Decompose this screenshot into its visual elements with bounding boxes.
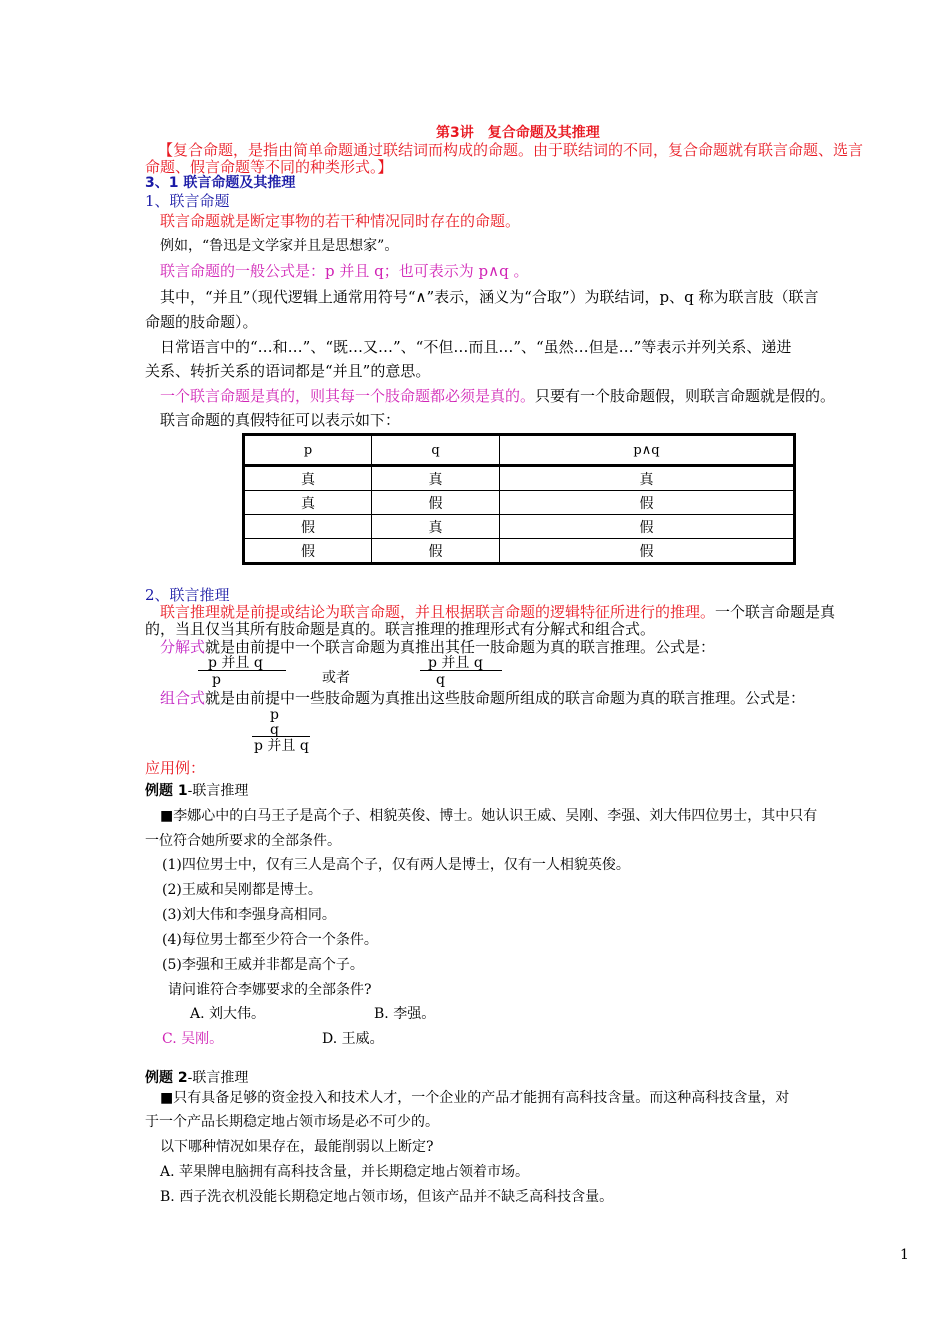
header-p: p bbox=[244, 435, 372, 466]
formula2-premise: p 并且 q bbox=[428, 655, 483, 671]
table-intro: 联言命题的真假特征可以表示如下： bbox=[160, 411, 401, 429]
inference-definition bbox=[160, 603, 835, 621]
example1-condition-5: (5)李强和王威并非都是高个子。 bbox=[162, 957, 364, 973]
table-row bbox=[244, 539, 795, 564]
example1-ask: 请问谁符合李娜要求的全部条件? bbox=[168, 982, 372, 998]
example2-title-sub: -联言推理 bbox=[187, 1070, 249, 1086]
truth-rule-red: 一个联言命题是真的，则其每一个肢命题都必须是真的。 bbox=[160, 387, 536, 405]
formula1-conclusion: p bbox=[212, 672, 221, 688]
formula-text: 联言命题的一般公式是：p 并且 q；也可表示为 p∧q 。 bbox=[160, 262, 529, 280]
example1-option-a: A. 刘大伟。 bbox=[190, 1006, 266, 1022]
example1-question-1: ■李娜心中的白马王子是高个子、相貌英俊、博士。她认识王威、吴刚、李强、刘大伟四位男士，其中只有 bbox=[160, 808, 818, 824]
formula3-q: q bbox=[270, 722, 279, 738]
paragraph-richang-1: 日常语言中的“…和…”、“既…又…”、“不但…而且…”、“虽然…但是…”等表示并列关系、递进 bbox=[160, 338, 792, 356]
truth-table-header bbox=[244, 435, 795, 466]
example2-ask: 以下哪种情况如果存在，最能削弱以上断定? bbox=[160, 1139, 434, 1155]
combination-label: 组合式 bbox=[160, 689, 206, 707]
formula2-rule bbox=[420, 670, 502, 671]
example1-condition-1: (1)四位男士中，仅有三人是高个子，仅有两人是博士，仅有一人相貌英俊。 bbox=[162, 857, 630, 873]
inference-definition-red: 联言推理就是前提或结论为联言命题，并且根据联言命题的逻辑特征所进行的推理。 bbox=[160, 603, 716, 621]
example1-option-c: C. 吴刚。 bbox=[162, 1031, 224, 1047]
example1-option-d: D. 王威。 bbox=[322, 1031, 384, 1047]
example2-option-a: A. 苹果牌电脑拥有高科技含量，并长期稳定地占领着市场。 bbox=[160, 1164, 530, 1180]
table-cell: 真 bbox=[244, 491, 372, 515]
formula3-rule bbox=[252, 736, 310, 737]
example1-condition-2: (2)王威和吴刚都是博士。 bbox=[162, 882, 322, 898]
page-title: 第3讲 复合命题及其推理 bbox=[436, 125, 600, 141]
table-row bbox=[244, 491, 795, 515]
example2-title-bold: 例题 2 bbox=[145, 1070, 188, 1086]
example1-option-b: B. 李强。 bbox=[374, 1006, 436, 1022]
paragraph-qizhong-2: 命题的肢命题）。 bbox=[145, 313, 258, 331]
table-cell: 假 bbox=[244, 515, 372, 539]
intro-line-1: 【复合命题，是指由简单命题通过联结词而构成的命题。由于联结词的不同，复合命题就有联言命题、选言 bbox=[158, 141, 864, 159]
example2-question-1: ■只有具备足够的资金投入和技术人才，一个企业的产品才能拥有高科技含量。而这种高科技含量，对 bbox=[160, 1090, 790, 1106]
example2-option-b: B. 西子洗衣机没能长期稳定地占领市场，但该产品并不缺乏高科技含量。 bbox=[160, 1189, 614, 1205]
formula2-conclusion: q bbox=[436, 672, 445, 688]
example2-title bbox=[145, 1070, 248, 1087]
inference-definition-black: 一个联言命题是真 bbox=[715, 603, 836, 621]
example1-title-sub: -联言推理 bbox=[187, 783, 249, 799]
combination-text: 就是由前提中一些肢命题为真推出这些肢命题所组成的联言命题为真的联言推理。公式是： bbox=[205, 689, 806, 707]
example1-condition-3: (3)刘大伟和李强身高相同。 bbox=[162, 907, 336, 923]
intro-line-2: 命题、假言命题等不同的种类形式。】 bbox=[145, 158, 393, 176]
table-cell: 真 bbox=[372, 466, 500, 491]
example1-title bbox=[145, 783, 248, 800]
table-cell: 假 bbox=[500, 539, 795, 564]
truth-rule bbox=[160, 387, 835, 405]
subsection-heading-1: 1、联言命题 bbox=[145, 192, 230, 210]
paragraph-richang-2: 关系、转折关系的语词都是“并且”的意思。 bbox=[145, 362, 431, 380]
header-p-and-q: p∧q bbox=[500, 435, 795, 466]
or-text: 或者 bbox=[322, 670, 350, 686]
section-heading-3-1: 3、1 联言命题及其推理 bbox=[145, 175, 296, 191]
truth-rule-black: 只要有一个肢命题假，则联言命题就是假的。 bbox=[535, 387, 836, 405]
table-cell: 假 bbox=[372, 539, 500, 564]
table-cell: 假 bbox=[500, 491, 795, 515]
decomposition-label: 分解式 bbox=[160, 638, 206, 656]
formula3-p: p bbox=[270, 707, 279, 723]
subsection-heading-2: 2、联言推理 bbox=[145, 586, 230, 604]
example1-question-2: 一位符合她所要求的全部条件。 bbox=[145, 833, 341, 849]
page-number: 1 bbox=[900, 1247, 909, 1263]
table-cell: 假 bbox=[244, 539, 372, 564]
formula3-conclusion: p 并且 q bbox=[254, 738, 309, 754]
table-cell: 假 bbox=[372, 491, 500, 515]
truth-table bbox=[242, 433, 796, 565]
header-q: q bbox=[372, 435, 500, 466]
table-row bbox=[244, 466, 795, 491]
table-row bbox=[244, 515, 795, 539]
example1-condition-4: (4)每位男士都至少符合一个条件。 bbox=[162, 932, 378, 948]
definition-text: 联言命题就是断定事物的若干种情况同时存在的命题。 bbox=[160, 212, 521, 230]
table-cell: 假 bbox=[500, 515, 795, 539]
decomposition-line bbox=[160, 638, 715, 656]
table-cell: 真 bbox=[244, 466, 372, 491]
applied-examples-heading: 应用例： bbox=[145, 759, 206, 777]
example1-title-bold: 例题 1 bbox=[145, 783, 188, 799]
inference-definition-2: 的，当且仅当其所有肢命题是真的。联言推理的推理形式有分解式和组合式。 bbox=[145, 620, 656, 638]
example2-question-2: 于一个产品长期稳定地占领市场是必不可少的。 bbox=[145, 1114, 439, 1130]
combination-line bbox=[160, 689, 805, 707]
example-text: 例如，“鲁迅是文学家并且是思想家”。 bbox=[160, 238, 399, 254]
table-cell: 真 bbox=[372, 515, 500, 539]
table-cell: 真 bbox=[500, 466, 795, 491]
paragraph-qizhong-1: 其中，“并且”（现代逻辑上通常用符号“∧”表示，涵义为“合取”）为联结词，p、q 称为联言肢（联言 bbox=[160, 288, 819, 306]
decomposition-text: 就是由前提中一个联言命题为真推出其任一肢命题为真的联言推理。公式是： bbox=[205, 638, 716, 656]
formula1-rule bbox=[198, 670, 286, 671]
formula1-premise: p 并且 q bbox=[208, 655, 263, 671]
